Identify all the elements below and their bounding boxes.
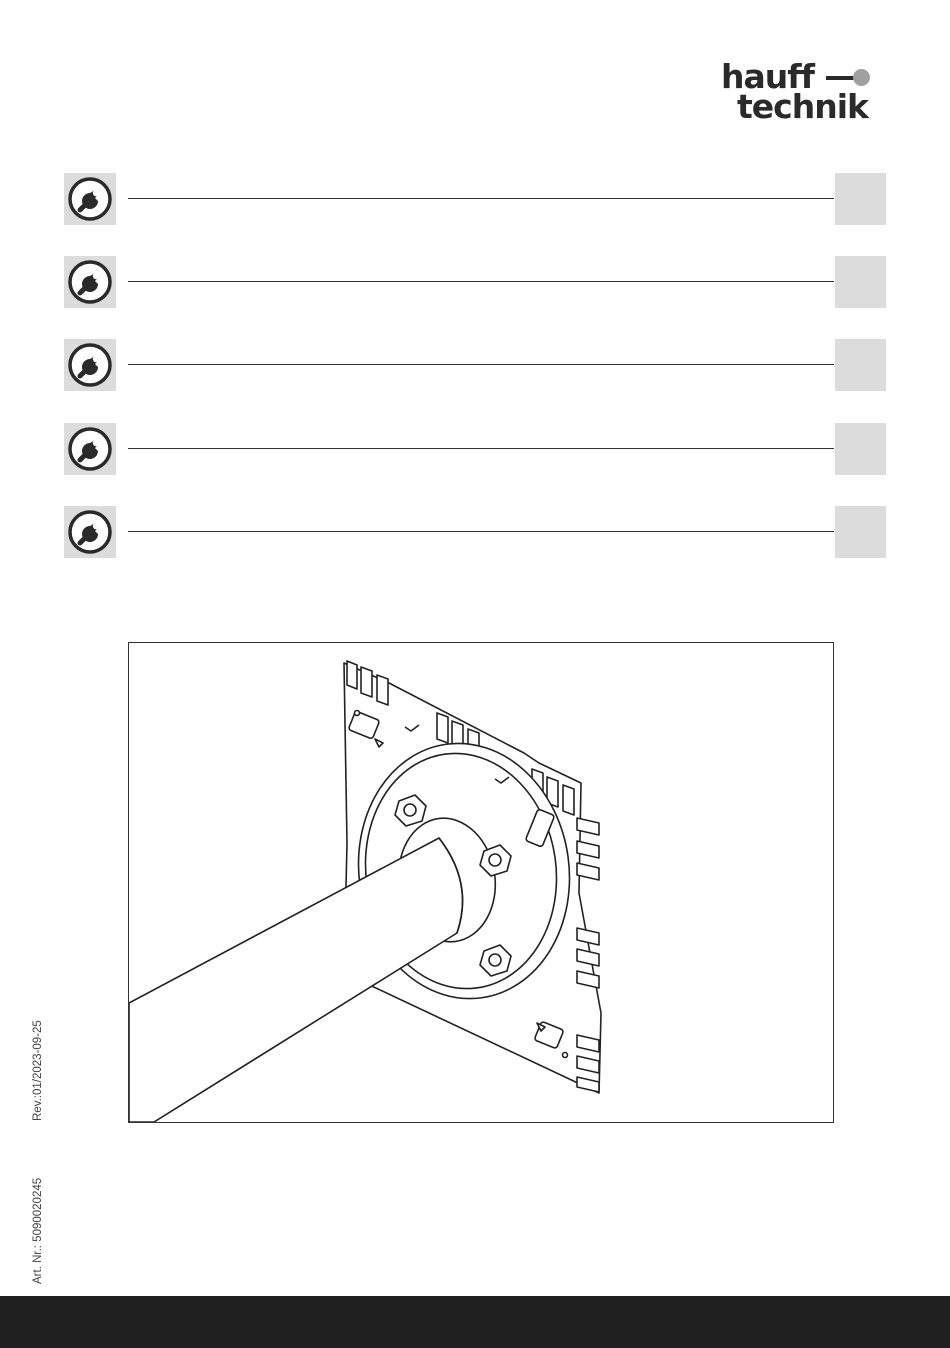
wrench-icon — [64, 173, 116, 225]
wrench-icon — [64, 423, 116, 475]
row-rule — [128, 281, 834, 282]
logo-dash — [826, 76, 856, 80]
hauff-technik-logo — [718, 57, 890, 132]
language-tab — [835, 423, 886, 475]
row-rule — [128, 531, 834, 532]
wrench-icon — [64, 506, 116, 558]
logo-line-1: hauff — [721, 57, 814, 96]
language-tab — [835, 173, 886, 225]
row-rule — [128, 448, 834, 449]
language-tab — [835, 506, 886, 558]
row-rule — [128, 364, 834, 365]
language-row-2 — [64, 256, 886, 308]
logo-line-2: technik — [737, 87, 868, 126]
language-tab — [835, 339, 886, 391]
language-row-4 — [64, 423, 886, 475]
logo-dot — [853, 69, 870, 86]
pipe-mounting-plate-illustration — [129, 643, 833, 1122]
language-row-1 — [64, 173, 886, 225]
language-tab — [835, 256, 886, 308]
product-illustration — [128, 642, 834, 1123]
wrench-icon — [64, 339, 116, 391]
article-number-text: Art. Nr.: 5090020245 — [32, 1177, 44, 1284]
revision-text: Rev.:01/2023-09-25 — [32, 1020, 44, 1121]
language-row-5 — [64, 506, 886, 558]
wrench-icon — [64, 256, 116, 308]
row-rule — [128, 198, 834, 199]
footer-bar — [0, 1296, 950, 1348]
language-row-3 — [64, 339, 886, 391]
